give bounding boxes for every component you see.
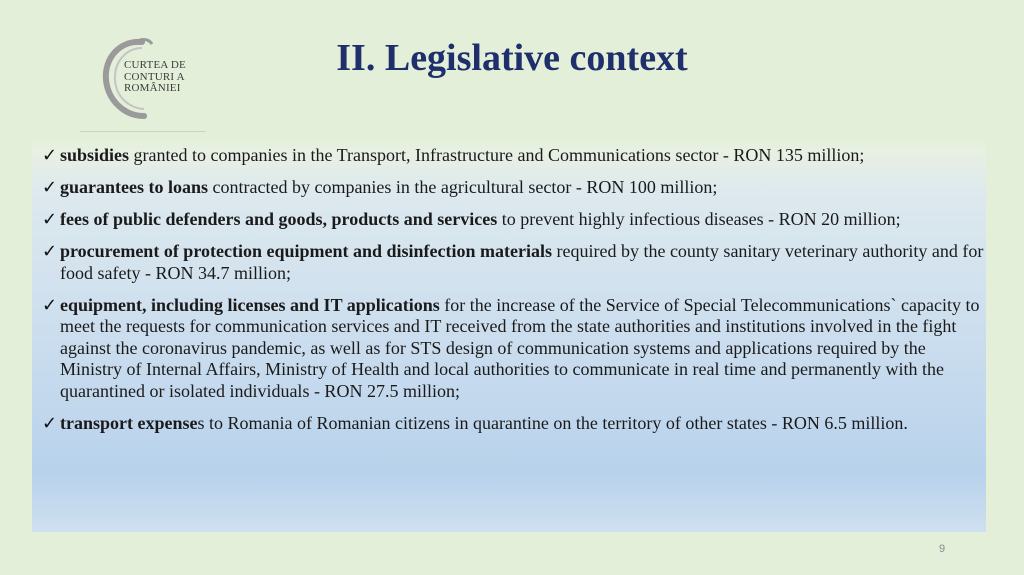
- page-number: 9: [938, 543, 946, 555]
- logo-line-1: CURTEA DE: [124, 59, 186, 71]
- bullet-text: required by the county sanitary veterinary authority and for food safety - RON 34.7 million;: [60, 241, 984, 283]
- bullet-bold-text: procurement of protection equipment and disinfection materials: [60, 241, 552, 261]
- bullet-bold-text: transport expense: [60, 412, 198, 433]
- bullet-text: s to Romania of Romanian citizens in quarantine on the territory of other states - RON 6.5 million.: [197, 412, 908, 433]
- bullet-bold-text: fees of public defenders and goods, products and services: [60, 209, 498, 229]
- logo-divider: [80, 131, 206, 132]
- bullet-item: [42, 295, 986, 403]
- logo-text: [124, 60, 186, 95]
- bullet-list: [42, 145, 986, 445]
- checkmark-icon: ✓: [42, 241, 58, 262]
- bullet-item: [42, 209, 986, 231]
- bullet-item: [42, 241, 986, 284]
- checkmark-icon: ✓: [42, 294, 58, 316]
- slide-title: II. Legislative context: [336, 37, 688, 79]
- checkmark-icon: ✓: [42, 145, 58, 166]
- bullet-item: [42, 177, 986, 199]
- bullet-bold-text: guarantees to loans: [60, 177, 208, 197]
- bullet-text: granted to companies in the Transport, Infrastructure and Communications sector - RON 135 million;: [129, 145, 865, 165]
- bullet-text: to prevent highly infectious diseases - RON 20 million;: [497, 209, 901, 229]
- bullet-item: [42, 413, 986, 435]
- bullet-bold-text: subsidies: [60, 145, 130, 165]
- court-logo: [98, 36, 198, 120]
- checkmark-icon: ✓: [42, 209, 58, 230]
- bullet-text: contracted by companies in the agricultural sector - RON 100 million;: [208, 177, 718, 197]
- checkmark-icon: ✓: [42, 412, 58, 434]
- bullet-text: for the increase of the Service of Special Telecommunications` capacity to meet the requests for communication services and IT received from the state authorities and institutions involved in the fight against the coronavirus pandemic, as well as for STS design of communication systems and applications required by the Ministry of Internal Affairs, Ministry of Health and local authorities to communicate in real time and permanently with the quarantined or isolated individuals - RON 27.5 million;: [60, 294, 980, 401]
- logo-line-3: ROMÂNIEI: [124, 82, 181, 94]
- bullet-item: [42, 145, 986, 167]
- checkmark-icon: ✓: [42, 177, 58, 198]
- logo-line-2: CONTURI A: [124, 70, 185, 83]
- bullet-bold-text: equipment, including licenses and IT applications: [60, 294, 440, 315]
